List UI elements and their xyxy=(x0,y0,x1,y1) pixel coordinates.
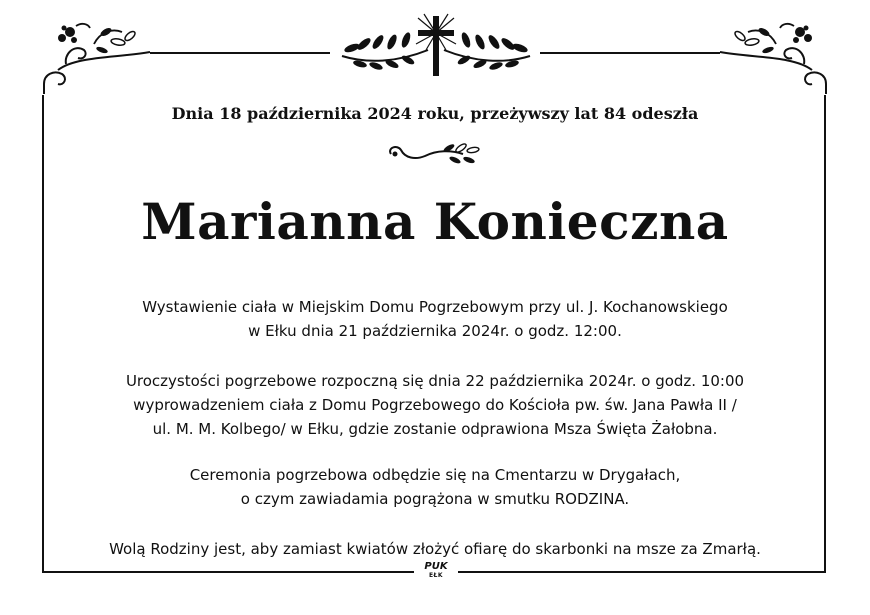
frame-bottom-border-left xyxy=(42,571,414,573)
burial-line: Ceremonia pogrzebowa odbędzie się na Cmentarzu w Drygałach, xyxy=(189,466,681,484)
ceremony-line: wyprowadzeniem ciała z Domu Pogrzebowego do Kościoła pw. św. Jana Pawła II / xyxy=(133,396,737,414)
frame-left-border xyxy=(42,95,44,573)
ceremony-line: Uroczystości pogrzebowe rozpoczną się dnia 22 października 2024r. o godz. 10:00 xyxy=(125,372,745,390)
family-wish-line: Wolą Rodziny jest, aby zamiast kwiatów złożyć ofiarę do skarbonki na msze za Zmarłą. xyxy=(109,540,761,558)
top-border-right xyxy=(540,52,720,54)
puk-logo xyxy=(414,562,458,579)
intro-line: Dnia 18 października 2024 roku, przeżywszy lat 84 odeszła xyxy=(171,104,699,123)
top-border-left xyxy=(150,52,330,54)
frame-bottom-border-right xyxy=(458,571,826,573)
olive-branch-right-icon xyxy=(442,20,534,70)
burial-paragraph xyxy=(60,463,810,511)
viewing-paragraph xyxy=(60,295,810,343)
leaf-divider-icon xyxy=(385,142,485,168)
swirl-corner-right-icon xyxy=(714,14,834,94)
family-wish-paragraph xyxy=(60,537,810,561)
viewing-line: Wystawienie ciała w Miejskim Domu Pogrzebowym przy ul. J. Kochanowskiego xyxy=(142,298,728,316)
ceremony-paragraph xyxy=(60,369,810,441)
burial-line: o czym zawiadamia pogrążona w smutku RODZINA. xyxy=(240,490,630,508)
ceremony-line: ul. M. M. Kolbego/ w Ełku, gdzie zostanie odprawiona Msza Święta Żałobna. xyxy=(152,420,718,438)
logo-main-text: PUK xyxy=(424,561,448,572)
viewing-line: w Ełku dnia 21 października 2024r. o godz. 12:00. xyxy=(248,322,622,340)
deceased-name: Marianna Konieczna xyxy=(141,192,729,251)
swirl-corner-left-icon xyxy=(36,14,156,94)
logo-sub-text: EŁK xyxy=(428,572,444,579)
frame-right-border xyxy=(824,95,826,573)
